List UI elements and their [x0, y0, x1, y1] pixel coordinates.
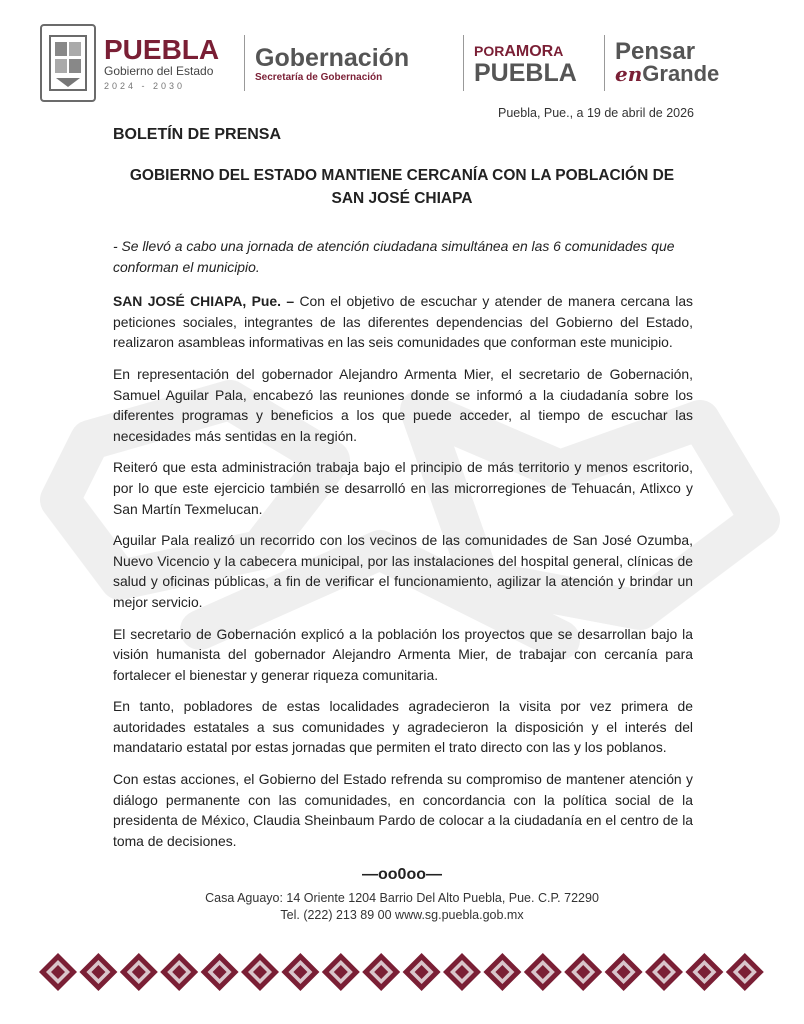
article-subtitle: - Se llevó a cabo una jornada de atención ciudadana simultánea en las 6 comunidades que conforman el municipio.: [113, 238, 675, 275]
amor-logo-puebla: PUEBLA: [474, 58, 577, 87]
article-paragraph: En representación del gobernador Alejandro Armenta Mier, el secretario de Gobernación, Samuel Aguilar Pala, encabezó las reuniones donde se informó a la ciudadanía sobre los diferentes programas y beneficios a los que puede acceder, al tiempo de escuchar las necesidades más sentidas en la región.: [113, 365, 693, 444]
article-paragraph: El secretario de Gobernación explicó a la población los proyectos que se desarrollan bajo la visión humanista del gobernador Alejandro Armenta Mier, de trabajar con cercanía para fortalecer el bienestar y generar riqueza comunitaria.: [113, 625, 693, 683]
amor-logo-amor: AMOR: [504, 42, 554, 60]
pensar-en-grande-logo: [615, 38, 720, 86]
pensar-logo-en: en: [615, 62, 643, 86]
amor-logo-a: A: [553, 42, 564, 59]
logo-divider: [604, 35, 605, 91]
puebla-government-logo: [104, 33, 234, 91]
article-paragraph: [113, 291, 693, 353]
puebla-logo-subtitle: Gobierno del Estado: [104, 63, 214, 78]
footer-contact: Tel. (222) 213 89 00 www.sg.puebla.gob.mx: [280, 908, 524, 922]
headline: GOBIERNO DEL ESTADO MANTIENE CERCANÍA CON LA POBLACIÓN DE SAN JOSÉ CHIAPA: [129, 167, 675, 207]
article-paragraph: En tanto, pobladores de estas localidades agradecieron la visita por vez primera de autoridades estatales a sus comunidades y agradecieron la disposición y el interés del mandatario estatal por estas jornadas que permiten el trato directo con las y los poblanos.: [113, 698, 693, 756]
puebla-logo-years: 2024 - 2030: [104, 80, 186, 91]
header-logos: [40, 22, 764, 104]
por-amor-a-puebla-logo: [474, 42, 594, 85]
dateline-place: SAN JOSÉ CHIAPA, Pue. –: [113, 293, 295, 310]
article-paragraph: Aguilar Pala realizó un recorrido con los vecinos de las comunidades de San José Ozumba, Nuevo Vicencio y la cabecera municipal, por las instalaciones del hospital general, clínicas de salud y oficinas públicas, a fin de verificar el funcionamiento, agilizar la atención y brindar un mejor servicio.: [113, 532, 693, 610]
amor-logo-por: POR: [474, 42, 505, 59]
gobernacion-logo-title: Gobernación: [255, 43, 410, 72]
article-body: [113, 236, 693, 862]
gobernacion-logo: [255, 44, 453, 83]
article-paragraph: Con estas acciones, el Gobierno del Estado refrenda su compromiso de mantener atención y diálogo permanente con las comunidades, en concordancia con la política social de la presidenta de México, Claudia Sheinbaum Pardo de colocar a la ciudadanía en el centro de la toma de decisiones.: [113, 771, 693, 849]
article-paragraph: Reiteró que esta administración trabaja bajo el principio de más territorio y menos escritorio, por lo que este ejercicio también se desarrolló en las microrregiones de Tehuacán, Atlixco y San Martín Texmelucan.: [113, 459, 693, 517]
paragraph-text: Con el objetivo de escuchar y atender de manera cercana las peticiones sociales, integrantes de las diferentes dependencias del Gobierno del Estado, realizaron asambleas informativas en las seis comunidades que conforman este municipio.: [113, 293, 694, 351]
state-seal-icon: [40, 24, 96, 102]
pensar-logo-grande: Grande: [642, 61, 720, 86]
footer: [0, 890, 804, 924]
closing-mark: —oo0oo—: [362, 866, 442, 883]
pensar-logo-line1: Pensar: [615, 38, 696, 65]
logo-divider: [463, 35, 464, 91]
date-line: Puebla, Pue., a 19 de abril de 2026: [498, 106, 694, 120]
gobernacion-logo-subtitle: Secretaría de Gobernación: [255, 71, 383, 83]
puebla-logo-title: PUEBLA: [104, 33, 220, 65]
logo-divider: [244, 35, 245, 91]
footer-address: Casa Aguayo: 14 Oriente 1204 Barrio Del Alto Puebla, Pue. C.P. 72290: [205, 891, 599, 905]
bulletin-label: BOLETÍN DE PRENSA: [113, 126, 282, 143]
textile-pattern-icon: [38, 951, 766, 993]
